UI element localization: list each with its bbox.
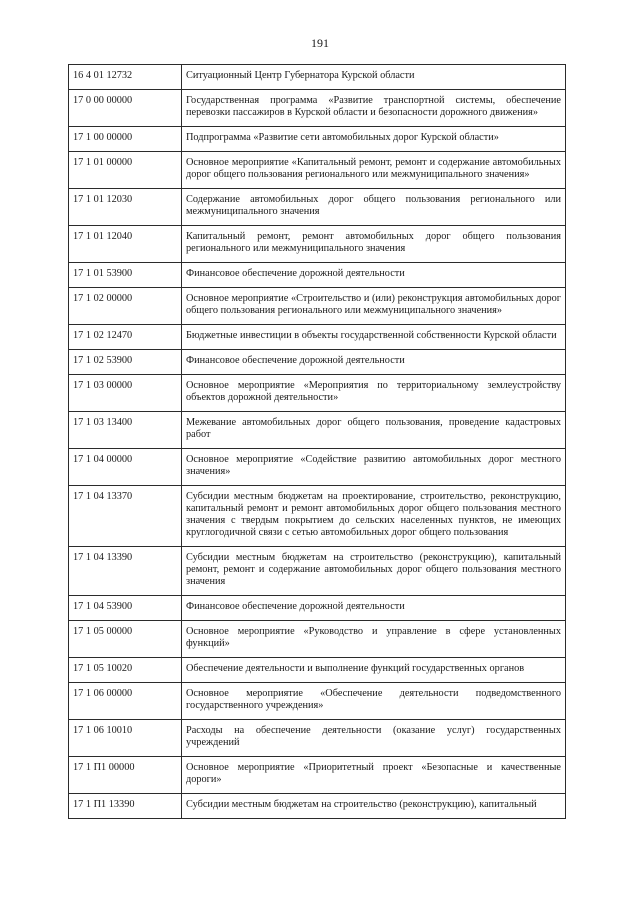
table-row (69, 350, 566, 375)
table-row (69, 90, 566, 127)
table-row (69, 412, 566, 449)
classification-code: 17 1 01 12030 (69, 189, 182, 226)
classification-code: 17 1 П1 13390 (69, 794, 182, 819)
classification-code: 17 1 06 00000 (69, 683, 182, 720)
expense-description: Субсидии местным бюджетам на проектирование, строительство, реконструкцию, капитальный ремонт и ремонт автомобильных дорог общего пользования местного значения с твердым покрытием до сельских населенных пунктов, не имеющих круглогодичной связи с сетью автомобильных дорог общего пользования (182, 486, 566, 547)
classification-code: 17 1 03 13400 (69, 412, 182, 449)
classification-code: 17 1 02 12470 (69, 325, 182, 350)
classification-code: 17 1 02 53900 (69, 350, 182, 375)
classification-code: 17 0 00 00000 (69, 90, 182, 127)
table-row (69, 65, 566, 90)
table-row (69, 288, 566, 325)
expense-description: Основное мероприятие «Строительство и (или) реконструкция автомобильных дорог общего пользования регионального или межмуниципального значения» (182, 288, 566, 325)
expense-description: Основное мероприятие «Обеспечение деятельности подведомственного государственного учреждения» (182, 683, 566, 720)
classification-code: 17 1 05 10020 (69, 658, 182, 683)
table-row (69, 596, 566, 621)
table-row (69, 486, 566, 547)
table-row (69, 757, 566, 794)
table-row (69, 375, 566, 412)
table-row (69, 152, 566, 189)
classification-code: 17 1 01 00000 (69, 152, 182, 189)
expense-description: Основное мероприятие «Мероприятия по территориальному землеустройству объектов дорожной деятельности» (182, 375, 566, 412)
expense-description: Капитальный ремонт, ремонт автомобильных дорог общего пользования регионального или межмуниципального значения (182, 226, 566, 263)
table-row (69, 263, 566, 288)
classification-code: 17 1 02 00000 (69, 288, 182, 325)
expense-description: Основное мероприятие «Содействие развитию автомобильных дорог местного значения» (182, 449, 566, 486)
table-row (69, 226, 566, 263)
expense-description: Содержание автомобильных дорог общего пользования регионального или межмуниципального значения (182, 189, 566, 226)
expense-description: Финансовое обеспечение дорожной деятельности (182, 596, 566, 621)
expense-description: Субсидии местным бюджетам на строительство (реконструкцию), капитальный ремонт, ремонт и содержание автомобильных дорог общего пользования местного значения (182, 547, 566, 596)
table-row (69, 621, 566, 658)
expense-description: Субсидии местным бюджетам на строительство (реконструкцию), капитальный (182, 794, 566, 819)
classification-code: 17 1 П1 00000 (69, 757, 182, 794)
classification-code: 17 1 04 13370 (69, 486, 182, 547)
expense-description: Обеспечение деятельности и выполнение функций государственных органов (182, 658, 566, 683)
page-number: 191 (311, 36, 329, 50)
classification-code: 17 1 04 53900 (69, 596, 182, 621)
expense-description: Основное мероприятие «Руководство и управление в сфере установленных функций» (182, 621, 566, 658)
table-row (69, 683, 566, 720)
expense-description: Финансовое обеспечение дорожной деятельности (182, 263, 566, 288)
table-body (69, 65, 566, 819)
table-row (69, 325, 566, 350)
classification-code: 17 1 04 13390 (69, 547, 182, 596)
expense-description: Ситуационный Центр Губернатора Курской области (182, 65, 566, 90)
expense-description: Бюджетные инвестиции в объекты государственной собственности Курской области (182, 325, 566, 350)
expense-description: Основное мероприятие «Капитальный ремонт, ремонт и содержание автомобильных дорог общего пользования регионального или межмуниципального значения» (182, 152, 566, 189)
expense-description: Межевание автомобильных дорог общего пользования, проведение кадастровых работ (182, 412, 566, 449)
classification-code: 17 1 01 53900 (69, 263, 182, 288)
table-row (69, 794, 566, 819)
expense-description: Финансовое обеспечение дорожной деятельности (182, 350, 566, 375)
table-row (69, 127, 566, 152)
table-row (69, 547, 566, 596)
table-row (69, 449, 566, 486)
classification-code: 17 1 03 00000 (69, 375, 182, 412)
classification-code: 16 4 01 12732 (69, 65, 182, 90)
classification-code: 17 1 00 00000 (69, 127, 182, 152)
table-row (69, 189, 566, 226)
classification-code: 17 1 05 00000 (69, 621, 182, 658)
classification-code: 17 1 06 10010 (69, 720, 182, 757)
expense-description: Расходы на обеспечение деятельности (оказание услуг) государственных учреждений (182, 720, 566, 757)
classification-code: 17 1 01 12040 (69, 226, 182, 263)
expense-description: Государственная программа «Развитие транспортной системы, обеспечение перевозки пассажиров в Курской области и безопасности дорожного движения» (182, 90, 566, 127)
classification-code: 17 1 04 00000 (69, 449, 182, 486)
expense-description: Основное мероприятие «Приоритетный проект «Безопасные и качественные дороги» (182, 757, 566, 794)
table-row (69, 658, 566, 683)
table-row (69, 720, 566, 757)
budget-classification-table (68, 64, 566, 819)
expense-description: Подпрограмма «Развитие сети автомобильных дорог Курской области» (182, 127, 566, 152)
